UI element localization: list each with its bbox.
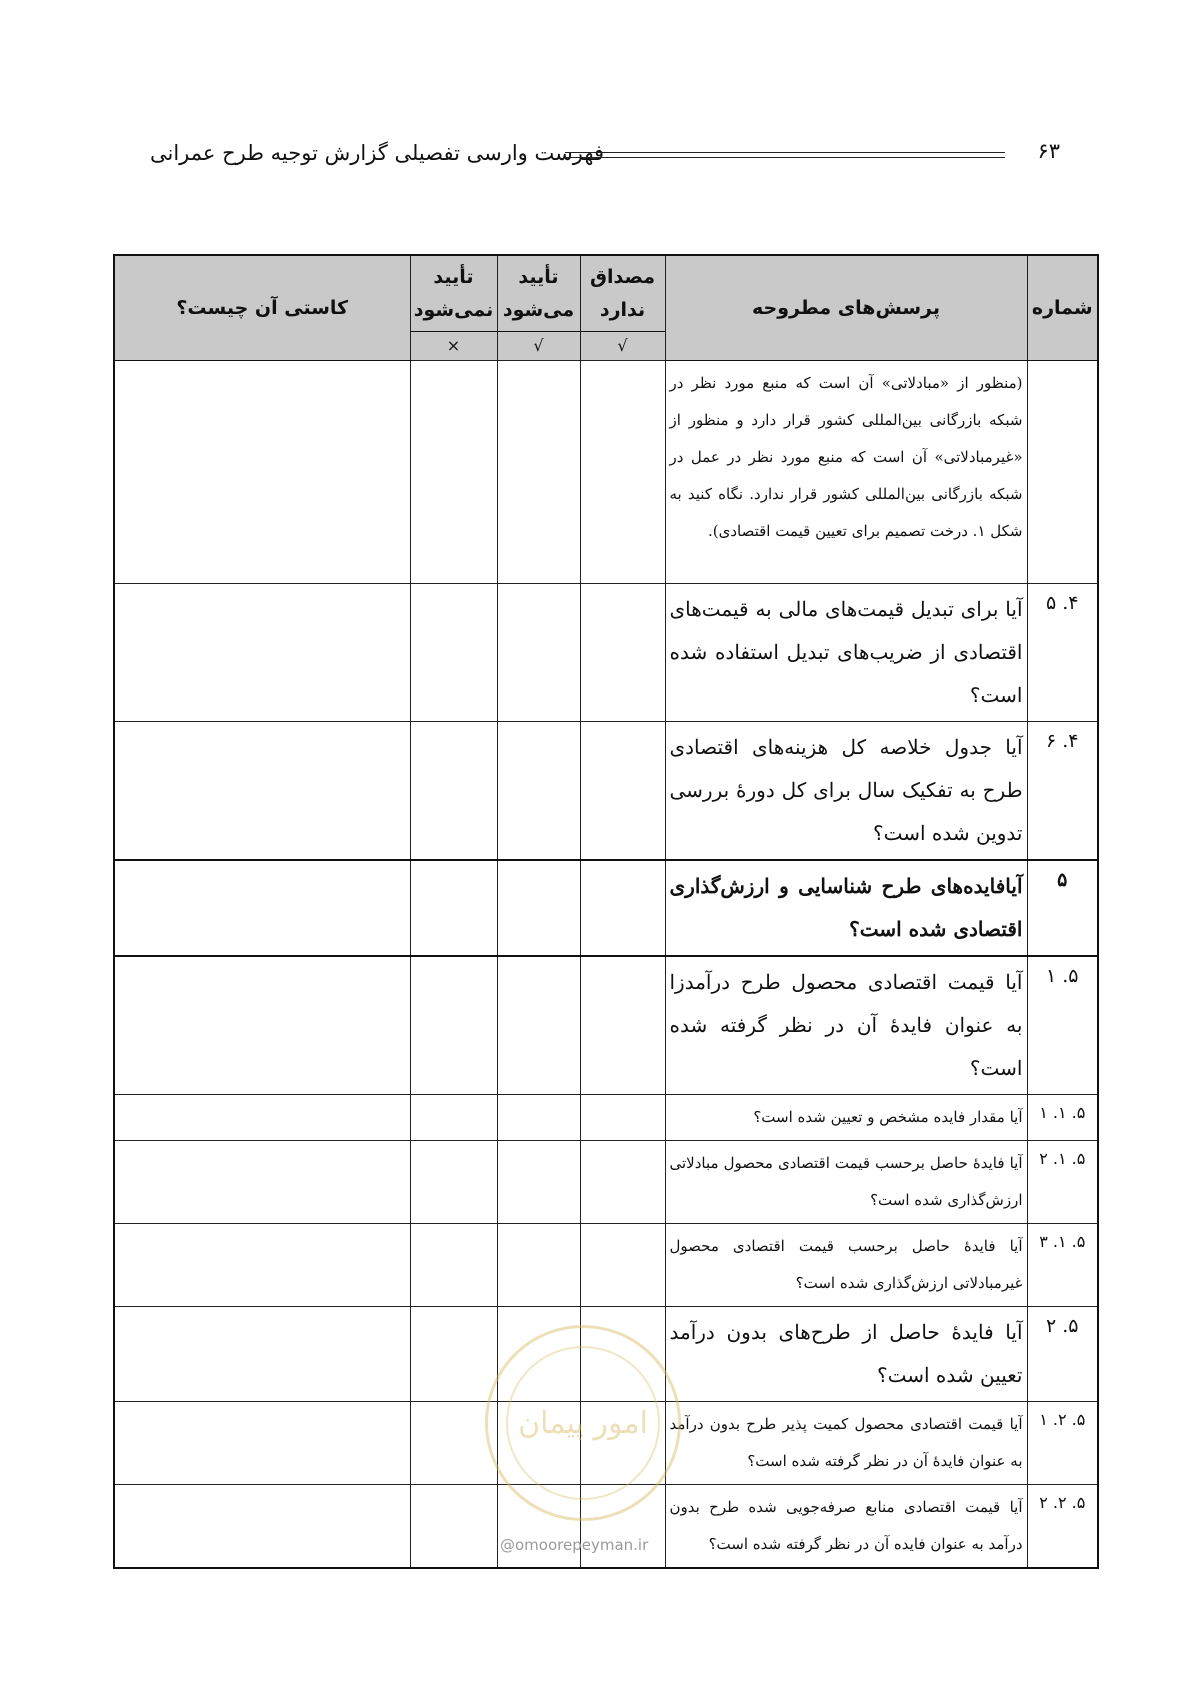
cell-deficiency xyxy=(114,1485,410,1569)
watermark-logo-text: امور پیمان xyxy=(506,1346,660,1500)
cell-confirmed xyxy=(497,722,580,861)
cell-deficiency xyxy=(114,1224,410,1307)
row-question: (منظور از «مبادلاتی» آن است که منبع مورد نظر در شبکه بازرگانی بین‌المللی کشور قرار دارد و منظور از «غیرمبادلاتی» آن است که منبع مورد نظر در عمل در شبکه بازرگانی بین‌المللی کشور قرار ندارد. نگاه کنید به شکل ۱. درخت تصمیم برای تعیین قیمت اقتصادی). xyxy=(665,361,1027,584)
cell-deficiency xyxy=(114,361,410,584)
cell-not-applicable xyxy=(580,1141,665,1224)
table-row-section xyxy=(114,860,1098,956)
cell-not-confirmed xyxy=(410,1485,497,1569)
cell-deficiency xyxy=(114,1307,410,1402)
table-row xyxy=(114,1224,1098,1307)
row-question: آیا قیمت اقتصادی محصول طرح درآمدزا به عنوان فایدۀ آن در نظر گرفته شده است؟ xyxy=(665,956,1027,1095)
row-number: ۵. ۱. ۱ xyxy=(1027,1095,1098,1141)
row-question: آیافایده‌های طرح شناسایی و ارزش‌گذاری اقتصادی شده است؟ xyxy=(665,860,1027,956)
table-row xyxy=(114,584,1098,722)
cell-not-applicable xyxy=(580,361,665,584)
cell-confirmed xyxy=(497,1141,580,1224)
cell-deficiency xyxy=(114,722,410,861)
cell-not-confirmed xyxy=(410,361,497,584)
mark-not-confirmed: × xyxy=(410,332,497,361)
row-question: آیا قیمت اقتصادی محصول کمیت پذیر طرح بدون درآمد به عنوان فایدۀ آن در نظر گرفته شده است؟ xyxy=(665,1402,1027,1485)
cell-deficiency xyxy=(114,1095,410,1141)
row-number: ۵. ۲ xyxy=(1027,1307,1098,1402)
mark-confirmed: √ xyxy=(497,332,580,361)
row-number: ۵. ۱ xyxy=(1027,956,1098,1095)
header-title: فهرست وارسی تفصیلی گزارش توجیه طرح عمرانی xyxy=(150,141,605,165)
cell-confirmed xyxy=(497,1095,580,1141)
cell-not-confirmed xyxy=(410,1095,497,1141)
column-header-question: پرسش‌های مطروحه xyxy=(665,255,1027,361)
cell-confirmed xyxy=(497,860,580,956)
cell-deficiency xyxy=(114,956,410,1095)
table-row xyxy=(114,956,1098,1095)
row-number: ۵. ۲. ۲ xyxy=(1027,1485,1098,1569)
row-question: آیا فایدۀ حاصل برحسب قیمت اقتصادی محصول مبادلاتی ارزش‌گذاری شده است؟ xyxy=(665,1141,1027,1224)
row-number: ۴. ۶ xyxy=(1027,722,1098,861)
cell-confirmed xyxy=(497,1224,580,1307)
column-header-confirmed: تأیید می‌شود xyxy=(497,255,580,332)
cell-confirmed xyxy=(497,361,580,584)
cell-not-applicable xyxy=(580,584,665,722)
table-row xyxy=(114,722,1098,861)
row-question: آیا برای تبدیل قیمت‌های مالی به قیمت‌های اقتصادی از ضریب‌های تبدیل استفاده شده است؟ xyxy=(665,584,1027,722)
row-question: آیا جدول خلاصه کل هزینه‌های اقتصادی طرح به تفکیک سال برای کل دورۀ بررسی تدوین شده است؟ xyxy=(665,722,1027,861)
row-number: ۴. ۵ xyxy=(1027,584,1098,722)
cell-not-applicable xyxy=(580,860,665,956)
table-row xyxy=(114,361,1098,584)
cell-not-confirmed xyxy=(410,1402,497,1485)
mark-not-applicable: √ xyxy=(580,332,665,361)
row-question: آیا فایدۀ حاصل برحسب قیمت اقتصادی محصول غیرمبادلاتی ارزش‌گذاری شده است؟ xyxy=(665,1224,1027,1307)
cell-not-confirmed xyxy=(410,1224,497,1307)
cell-not-applicable xyxy=(580,722,665,861)
cell-not-confirmed xyxy=(410,722,497,861)
cell-not-confirmed xyxy=(410,860,497,956)
row-number: ۵ xyxy=(1027,860,1098,956)
table-row xyxy=(114,1141,1098,1224)
cell-not-applicable xyxy=(580,1224,665,1307)
column-header-not-confirmed: تأیید نمی‌شود xyxy=(410,255,497,332)
column-header-deficiency: کاستی آن چیست؟ xyxy=(114,255,410,361)
row-number: ۵. ۲. ۱ xyxy=(1027,1402,1098,1485)
cell-not-confirmed xyxy=(410,956,497,1095)
row-question: آیا مقدار فایده مشخص و تعیین شده است؟ xyxy=(665,1095,1027,1141)
cell-confirmed xyxy=(497,584,580,722)
cell-not-confirmed xyxy=(410,1307,497,1402)
table-row xyxy=(114,1095,1098,1141)
cell-deficiency xyxy=(114,1402,410,1485)
cell-deficiency xyxy=(114,584,410,722)
cell-not-confirmed xyxy=(410,584,497,722)
row-question: آیا فایدۀ حاصل از طرح‌های بدون درآمد تعیین شده است؟ xyxy=(665,1307,1027,1402)
cell-not-confirmed xyxy=(410,1141,497,1224)
row-question: آیا قیمت اقتصادی منابع صرفه‌جویی شده طرح بدون درآمد به عنوان فایده آن در نظر گرفته شده است؟ xyxy=(665,1485,1027,1569)
cell-deficiency xyxy=(114,1141,410,1224)
cell-deficiency xyxy=(114,860,410,956)
watermark-site: @omoorepeyman.ir xyxy=(500,1536,649,1554)
page-header xyxy=(150,135,1060,175)
cell-not-applicable xyxy=(580,1095,665,1141)
column-header-not-applicable: مصداق ندارد xyxy=(580,255,665,332)
row-number: ۵. ۱. ۳ xyxy=(1027,1224,1098,1307)
watermark-seal xyxy=(485,1325,681,1521)
page-number: ۶۳ xyxy=(1037,139,1060,163)
header-double-rule xyxy=(565,152,1005,158)
cell-confirmed xyxy=(497,956,580,1095)
column-header-number: شماره xyxy=(1027,255,1098,361)
row-number: ۵. ۱. ۲ xyxy=(1027,1141,1098,1224)
row-number xyxy=(1027,361,1098,584)
cell-not-applicable xyxy=(580,956,665,1095)
